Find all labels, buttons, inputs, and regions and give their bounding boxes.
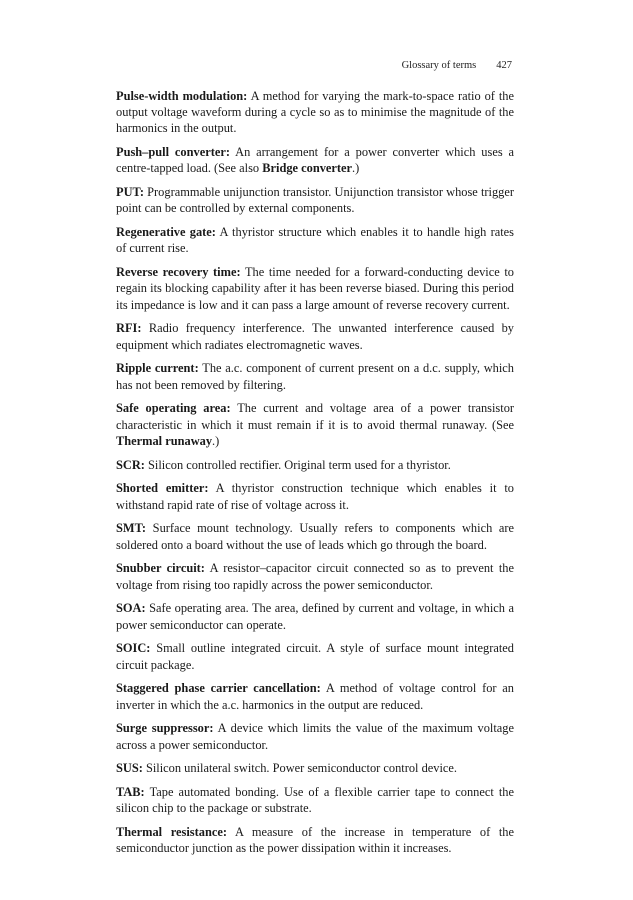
term: RFI: [116, 321, 142, 336]
glossary-list [116, 88, 514, 864]
definition: A thyristor construction technique which enables it to withstand rapid rate of rise of voltage across it. [116, 481, 514, 512]
definition: The a.c. component of current present on a d.c. supply, which has not been removed by filtering. [116, 361, 515, 392]
term: SCR: [116, 457, 145, 472]
definition: Tape automated bonding. Use of a flexible carrier tape to connect the silicon chip to the package or substrate. [116, 785, 515, 816]
definition: Small outline integrated circuit. A style of surface mount integrated circuit package. [116, 641, 514, 672]
glossary-entry-put [116, 184, 514, 216]
glossary-entry-rfi [116, 320, 514, 352]
definition-tail: .) [352, 161, 360, 176]
term: Push–pull converter: [116, 145, 230, 160]
glossary-entry-soic [116, 640, 514, 672]
glossary-entry-scr [116, 457, 514, 473]
cross-reference: Thermal runaway [116, 433, 213, 448]
definition: A method for varying the mark-to-space ratio of the output voltage waveform during a cycle so as to minimise the magnitude of the harmonics in the output. [116, 89, 514, 136]
term: Snubber circuit: [116, 561, 205, 576]
glossary-entry-sus [116, 760, 514, 776]
term: PUT: [116, 185, 144, 200]
glossary-entry-tab [116, 784, 514, 816]
glossary-entry-smt [116, 520, 514, 552]
glossary-entry-reverse-recovery-time [116, 264, 514, 313]
term: Surge suppressor: [116, 721, 214, 736]
glossary-entry-pulse-width-modulation [116, 88, 514, 137]
term: SMT: [116, 521, 147, 536]
definition: Silicon unilateral switch. Power semiconductor control device. [145, 761, 458, 776]
definition: Silicon controlled rectifier. Original term used for a thyristor. [148, 457, 451, 472]
term: Pulse-width modulation: [116, 89, 248, 103]
definition: A method of voltage control for an inverter in which the a.c. harmonics in the output are reduced. [116, 681, 514, 712]
term: SOIC: [116, 641, 151, 656]
definition: Programmable unijunction transistor. Unijunction transistor whose trigger point can be controlled by external components. [116, 185, 514, 216]
term: Staggered phase carrier cancellation: [116, 681, 321, 696]
term: SUS: [116, 761, 143, 776]
glossary-entry-soa [116, 600, 514, 632]
definition: The current and voltage area of a power transistor characteristic in which it must remain if it is to avoid thermal runaway. (See [116, 401, 515, 432]
definition: Surface mount technology. Usually refers to components which are soldered onto a board without the use of leads which go through the board. [116, 521, 514, 552]
term: Reverse recovery time: [116, 265, 241, 280]
running-title: Glossary of terms [401, 60, 477, 71]
term: Regenerative gate: [116, 225, 216, 240]
definition: A thyristor structure which enables it to handle high rates of current rise. [116, 225, 514, 256]
page-number: 427 [496, 60, 512, 71]
glossary-entry-shorted-emitter [116, 480, 514, 512]
glossary-entry-surge-suppressor [116, 720, 514, 752]
glossary-entry-snubber-circuit [116, 560, 514, 592]
term: Shorted emitter: [116, 481, 209, 496]
definition: The time needed for a forward-conducting device to regain its blocking capability after it has been reverse biased. During this period its impedance is low and it can pass a large amount of reverse recovery current. [116, 265, 514, 312]
glossary-entry-safe-operating-area [116, 400, 514, 449]
definition: A resistor–capacitor circuit connected so as to prevent the voltage from rising too rapidly across the power semiconductor. [116, 561, 514, 592]
term: Thermal resistance: [116, 825, 227, 840]
term: SOA: [116, 601, 146, 616]
definition: Radio frequency interference. The unwanted interference caused by equipment which radiates electromagnetic waves. [116, 321, 514, 352]
glossary-entry-staggered-phase-carrier-cancellation [116, 680, 514, 712]
definition: An arrangement for a power converter which uses a centre-tapped load. (See also [116, 145, 515, 176]
term: Safe operating area: [116, 401, 231, 416]
glossary-entry-regenerative-gate [116, 224, 514, 256]
term: TAB: [116, 785, 145, 800]
cross-reference: Bridge converter [262, 161, 353, 176]
glossary-entry-push-pull-converter [116, 144, 514, 176]
definition: Safe operating area. The area, defined by current and voltage, in which a power semiconductor can operate. [116, 601, 514, 632]
glossary-entry-ripple-current [116, 360, 514, 392]
term: Ripple current: [116, 361, 199, 376]
definition: A device which limits the value of the maximum voltage across a power semiconductor. [116, 721, 514, 752]
running-header [402, 60, 512, 71]
definition: A measure of the increase in temperature of the semiconductor junction as the power dissipation within it increases. [116, 825, 514, 856]
glossary-entry-thermal-resistance [116, 824, 514, 856]
definition-tail: .) [212, 433, 220, 448]
